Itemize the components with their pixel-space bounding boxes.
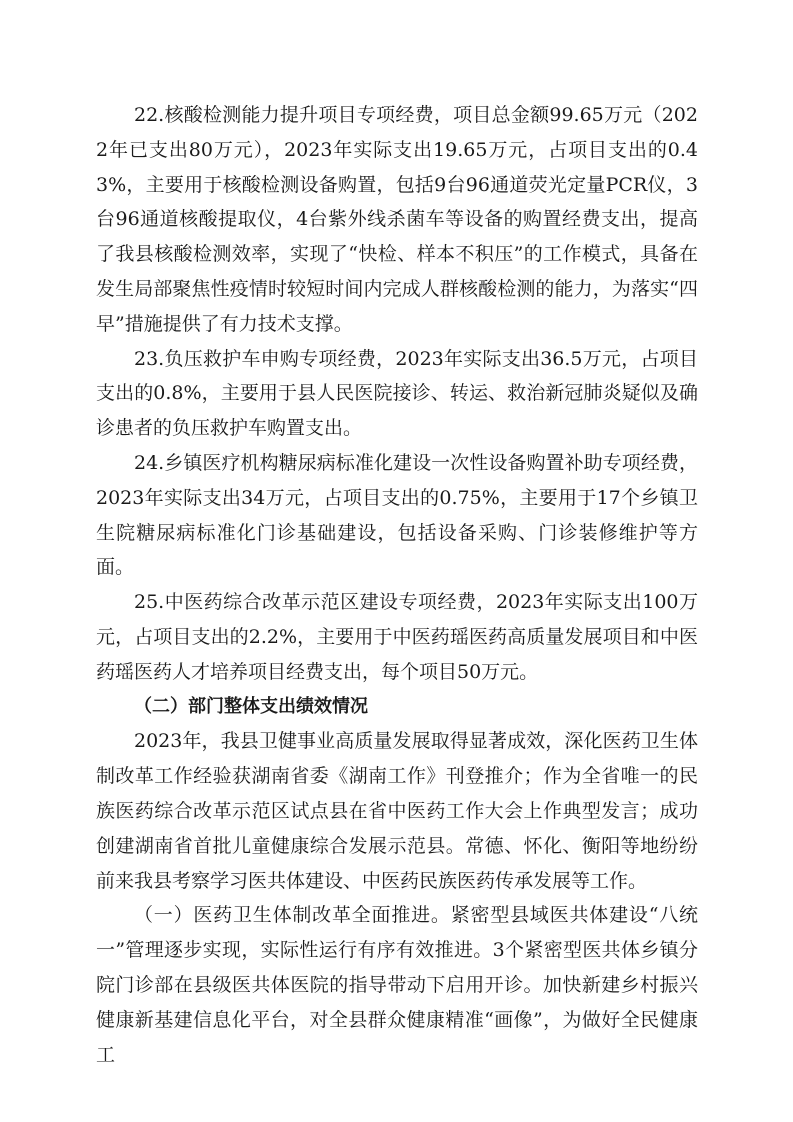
paragraph-overall-performance: 2023年，我县卫健事业高质量发展取得显著成效，深化医药卫生体制改革工作经验获湖南省委《湖南工作》刊登推介；作为全省唯一的民族医药综合改革示范区试点县在省中医药工作大会上作典型发言；成功创建湖南省首批儿童健康综合发展示范县。常德、怀化、衡阳等地纷纷前来我县考察学习医共体建设、中医药民族医药传承发展等工作。 [96,730,698,892]
paragraph-item-22: 22.核酸检测能力提升项目专项经费，项目总金额99.65万元（2022年已支出80万元），2023年实际支出19.65万元，占项目支出的0.43%，主要用于核酸检测设备购置，包括9台96通道荧光定量PCR仪，3台96通道核酸提取仪，4台紫外线杀菌车等设备的购置经费支出，提高了我县核酸检测效率，实现了“快检、样本不积压”的工作模式，具备在发生局部聚焦性疫情时较短时间内完成人群核酸检测的能力，为落实“四早”措施提供了有力技术支撑。 [96,104,698,335]
document-page [96,98,698,1072]
paragraph-item-24: 24.乡镇医疗机构糖尿病标准化建设一次性设备购置补助专项经费，2023年实际支出34万元，占项目支出的0.75%，主要用于17个乡镇卫生院糖尿病标准化门诊基础建设，包括设备采购、门诊装修维护等方面。 [96,451,698,579]
paragraph-item-25: 25.中医药综合改革示范区建设专项经费，2023年实际支出100万元，占项目支出的2.2%，主要用于中医药瑶医药高质量发展项目和中医药瑶医药人才培养项目经费支出，每个项目50万元。 [96,591,698,683]
paragraph-item-23: 23.负压救护车申购专项经费，2023年实际支出36.5万元，占项目支出的0.8%，主要用于县人民医院接诊、转运、救治新冠肺炎疑似及确诊患者的负压救护车购置支出。 [96,347,698,440]
section-heading: （二）部门整体支出绩效情况 [134,695,368,717]
paragraph-medical-reform: （一）医药卫生体制改革全面推进。紧密型县域医共体建设“八统一”管理逐步实现，实际性运行有序有效推进。3个紧密型医共体乡镇分院门诊部在县级医共体医院的指导带动下启用开诊。加快新建乡村振兴健康新基建信息化平台，对全县群众健康精准“画像”，为做好全民健康工 [96,904,698,1066]
